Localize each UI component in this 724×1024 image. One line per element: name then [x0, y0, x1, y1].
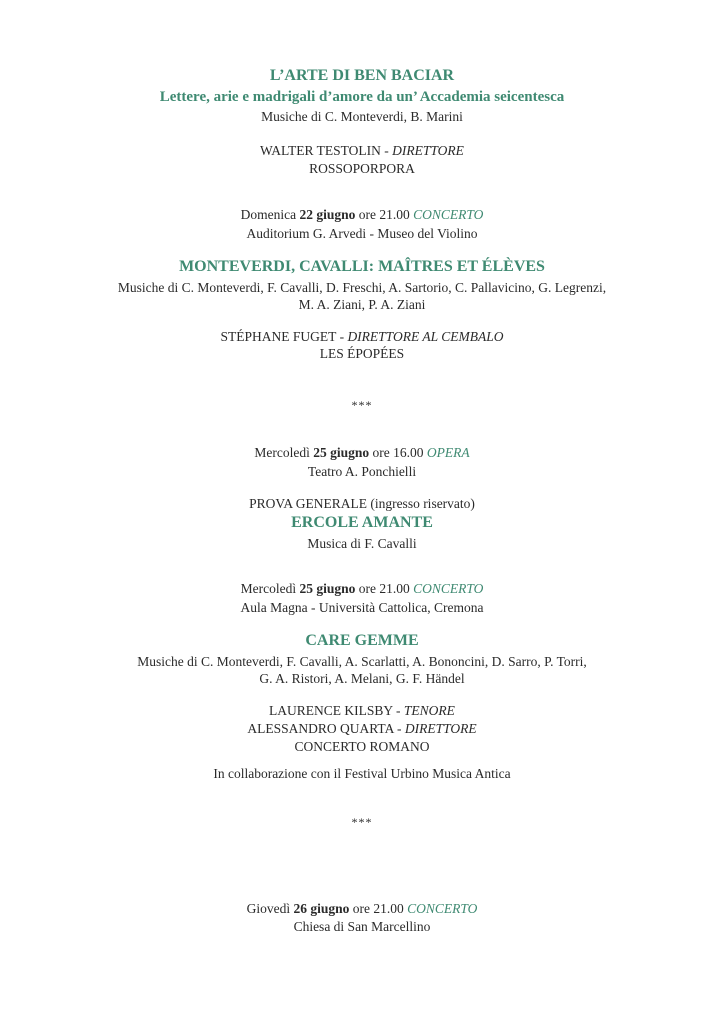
- event5-date: 26 giugno: [293, 901, 350, 916]
- event2-music-line2: M. A. Ziani, P. A. Ziani: [298, 297, 426, 312]
- event2-performer-sep: -: [336, 329, 348, 344]
- event2-time: ore 21.00: [358, 207, 410, 222]
- event2-date: 22 giugno: [299, 207, 356, 222]
- event4-performer1-sep: -: [392, 703, 404, 718]
- event3-type: OPERA: [426, 445, 470, 460]
- event5-datetime: [0, 900, 724, 918]
- event4-performer1: [0, 702, 724, 720]
- event4-performer1-name: LAURENCE KILSBY: [269, 703, 393, 718]
- event5-type: CONCERTO: [407, 901, 478, 916]
- event1-subtitle: Lettere, arie e madrigali d’amore da un’ Accademia seicentesca: [159, 89, 565, 105]
- event4-performer2-sep: -: [393, 721, 405, 736]
- event2-performer-name: STÉPHANE FUGET: [220, 329, 337, 344]
- event1-performer: [0, 142, 724, 160]
- event3-datetime: [0, 444, 724, 462]
- event3-music: Musica di F. Cavalli: [307, 536, 417, 551]
- event1-performer-sep: -: [380, 143, 393, 158]
- event4-date: 25 giugno: [299, 581, 356, 596]
- event4-performer2: [0, 720, 724, 738]
- event1-performer-role: DIRETTORE: [392, 143, 464, 158]
- event4-ensemble: CONCERTO ROMANO: [294, 739, 430, 754]
- event4-venue: Aula Magna - Università Cattolica, Cremona: [240, 600, 484, 615]
- event3-date: 25 giugno: [313, 445, 370, 460]
- event2-ensemble: LES ÉPOPÉES: [319, 346, 405, 361]
- event4-collab: In collaborazione con il Festival Urbino Musica Antica: [213, 766, 511, 781]
- event1-title: L’ARTE DI BEN BACIAR: [269, 67, 455, 84]
- event5-venue: Chiesa di San Marcellino: [293, 919, 431, 934]
- event2-title: MONTEVERDI, CAVALLI: MAÎTRES ET ÉLÈVES: [179, 258, 545, 275]
- event3-day: Mercoledì: [254, 445, 310, 460]
- event5-day: Giovedì: [246, 901, 291, 916]
- event2-performer: [0, 328, 724, 346]
- event2-music-line1: Musiche di C. Monteverdi, F. Cavalli, D. Freschi, A. Sartorio, C. Pallavicino, G. Legrenzi,: [117, 280, 607, 295]
- event4-title: CARE GEMME: [305, 632, 419, 649]
- event4-time: ore 21.00: [358, 581, 410, 596]
- event4-day: Mercoledì: [240, 581, 297, 596]
- event3-time: ore 16.00: [372, 445, 424, 460]
- event4-type: CONCERTO: [413, 581, 484, 596]
- event3-title: ERCOLE AMANTE: [291, 514, 433, 531]
- event1-music: Musiche di C. Monteverdi, B. Marini: [261, 109, 463, 124]
- event3-venue: Teatro A. Ponchielli: [307, 464, 417, 479]
- event1-performer-name: WALTER TESTOLIN: [260, 143, 381, 158]
- event3-note: PROVA GENERALE (ingresso riservato): [249, 496, 475, 511]
- event2-datetime: [0, 206, 724, 224]
- event4-performer2-role: DIRETTORE: [404, 721, 477, 736]
- event5-time: ore 21.00: [352, 901, 404, 916]
- event4-performer2-name: ALESSANDRO QUARTA: [247, 721, 394, 736]
- event2-venue: Auditorium G. Arvedi - Museo del Violino: [246, 226, 478, 241]
- event4-music-line1: Musiche di C. Monteverdi, F. Cavalli, A. Scarlatti, A. Bononcini, D. Sarro, P. Torri,: [137, 654, 587, 669]
- event4-performer1-role: TENORE: [403, 703, 455, 718]
- separator-stars: ***: [351, 815, 373, 829]
- event2-type: CONCERTO: [413, 207, 484, 222]
- event1-ensemble: ROSSOPORPORA: [309, 161, 415, 176]
- event4-music-line2: G. A. Ristori, A. Melani, G. F. Händel: [259, 671, 465, 686]
- event2-performer-role: DIRETTORE AL CEMBALO: [347, 329, 504, 344]
- separator-stars: ***: [351, 398, 373, 412]
- event4-datetime: [0, 580, 724, 598]
- event2-day: Domenica: [240, 207, 297, 222]
